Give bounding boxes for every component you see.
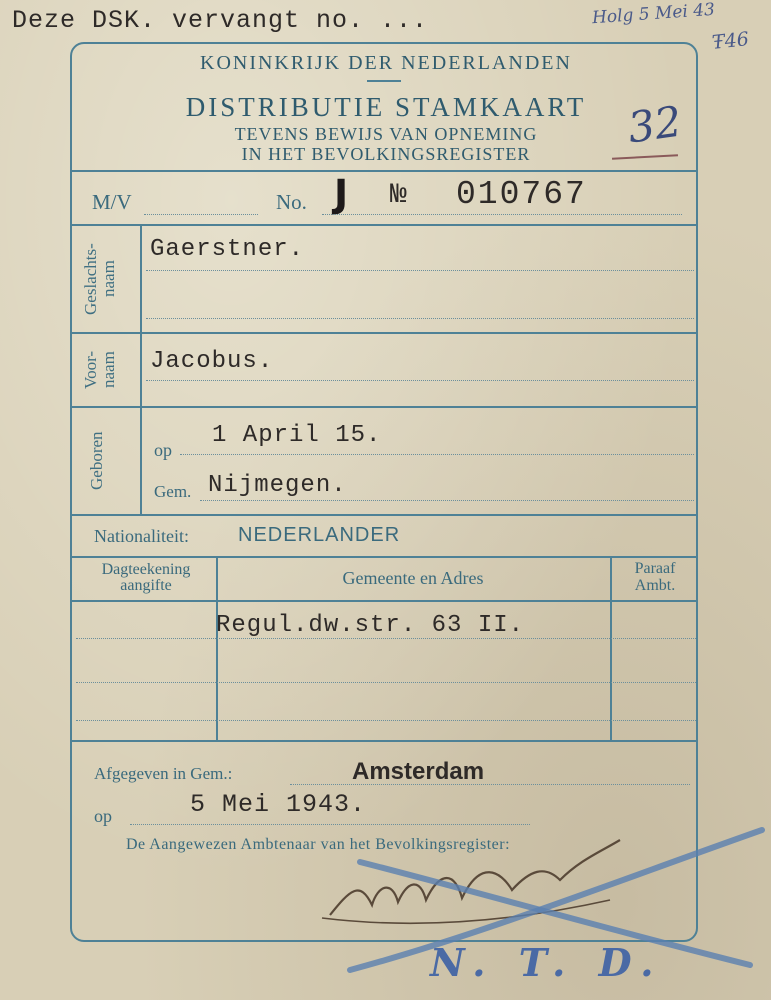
issued-op-label: op (94, 806, 112, 826)
corner-handwriting-mark: Ŧ46 (710, 28, 750, 54)
kingdom-heading: KONINKRIJK DER NEDERLANDEN (200, 52, 572, 74)
official-signature (322, 840, 620, 923)
surname-value: Gaerstner. (150, 236, 305, 263)
handwritten-card-number: 32 (624, 96, 685, 153)
card-subtitle-1: TEVENS BEWIJS VAN OPNEMING (234, 124, 538, 144)
firstname-value: Jacobus. (150, 348, 274, 375)
issued-label: Afgegeven in Gem.: (94, 764, 233, 783)
no-label: No. (276, 190, 307, 214)
firstname-label: Voor-naam (81, 350, 118, 390)
nationality-value: NEDERLANDER (238, 524, 401, 546)
mv-label: M/V (92, 190, 132, 214)
table-header-paraaf: Paraaf Ambt. (634, 560, 676, 594)
card-title: DISTRIBUTIE STAMKAART (185, 92, 587, 122)
number-sign: № (390, 180, 407, 211)
issued-date: 5 Mei 1943. (190, 790, 367, 819)
born-op-label: op (154, 440, 172, 460)
top-note: Deze DSK. vervangt no. ... (12, 6, 429, 35)
born-gem-label: Gem. (154, 482, 192, 501)
table-row-address: Regul.dw.str. 63 II. (216, 612, 525, 639)
surname-label: Geslachts-naam (81, 243, 118, 315)
born-date: 1 April 15. (212, 422, 382, 449)
stamp-letter-j: J (334, 172, 349, 216)
official-label: De Aangewezen Ambtenaar van het Bevolkingsregister: (126, 836, 511, 853)
table-header-date: Dagteekening aangifte (101, 561, 191, 594)
nationality-label: Nationaliteit: (94, 526, 189, 546)
card-id-number: 010767 (456, 176, 587, 213)
ntd-stamp: N. T. D. (430, 940, 664, 985)
born-place: Nijmegen. (208, 472, 347, 499)
table-header-address: Gemeente en Adres (342, 568, 484, 588)
card-subtitle-2: IN HET BEVOLKINGSREGISTER (241, 144, 531, 164)
issued-place: Amsterdam (352, 758, 485, 785)
born-label: Geboren (87, 431, 106, 491)
corner-handwriting-date: Holg 5 Mei 43 (591, 0, 716, 29)
